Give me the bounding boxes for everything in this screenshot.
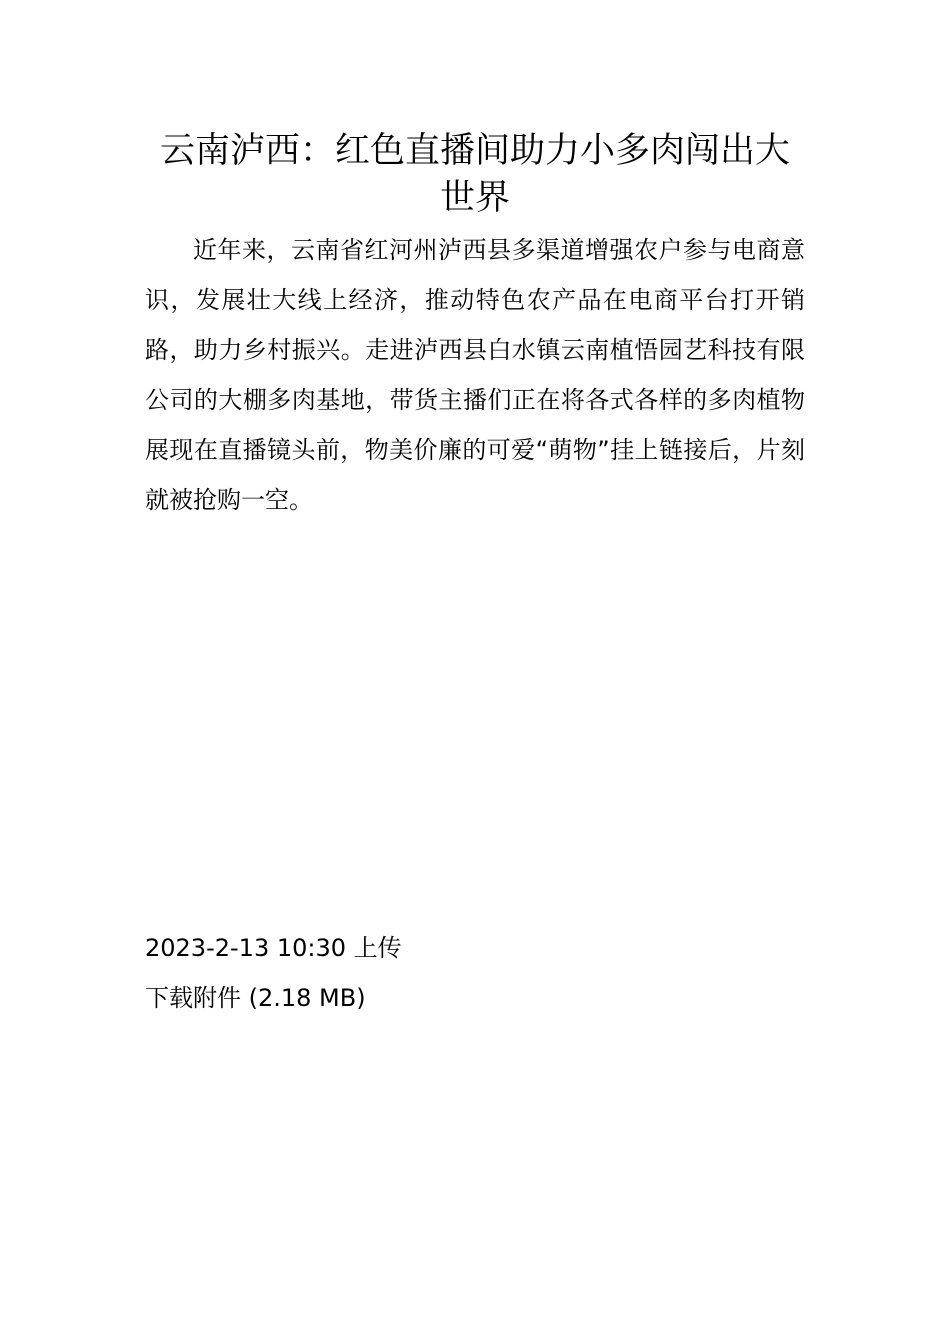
- article-body: 近年来，云南省红河州泸西县多渠道增强农户参与电商意识，发展壮大线上经济，推动特色农产品在电商平台打开销路，助力乡村振兴。走进泸西县白水镇云南植悟园艺科技有限公司的大棚多肉基地，带货主播们正在将各式各样的多肉植物展现在直播镜头前，物美价廉的可爱“萌物”挂上链接后，片刻就被抢购一空。: [145, 236, 805, 514]
- download-attachment-link[interactable]: 下载附件 (2.18 MB): [145, 984, 366, 1012]
- article-title: 云南泸西：红色直播间助力小多肉闯出大世界: [159, 131, 790, 218]
- upload-timestamp: 2023-2-13 10:30 上传: [145, 934, 402, 962]
